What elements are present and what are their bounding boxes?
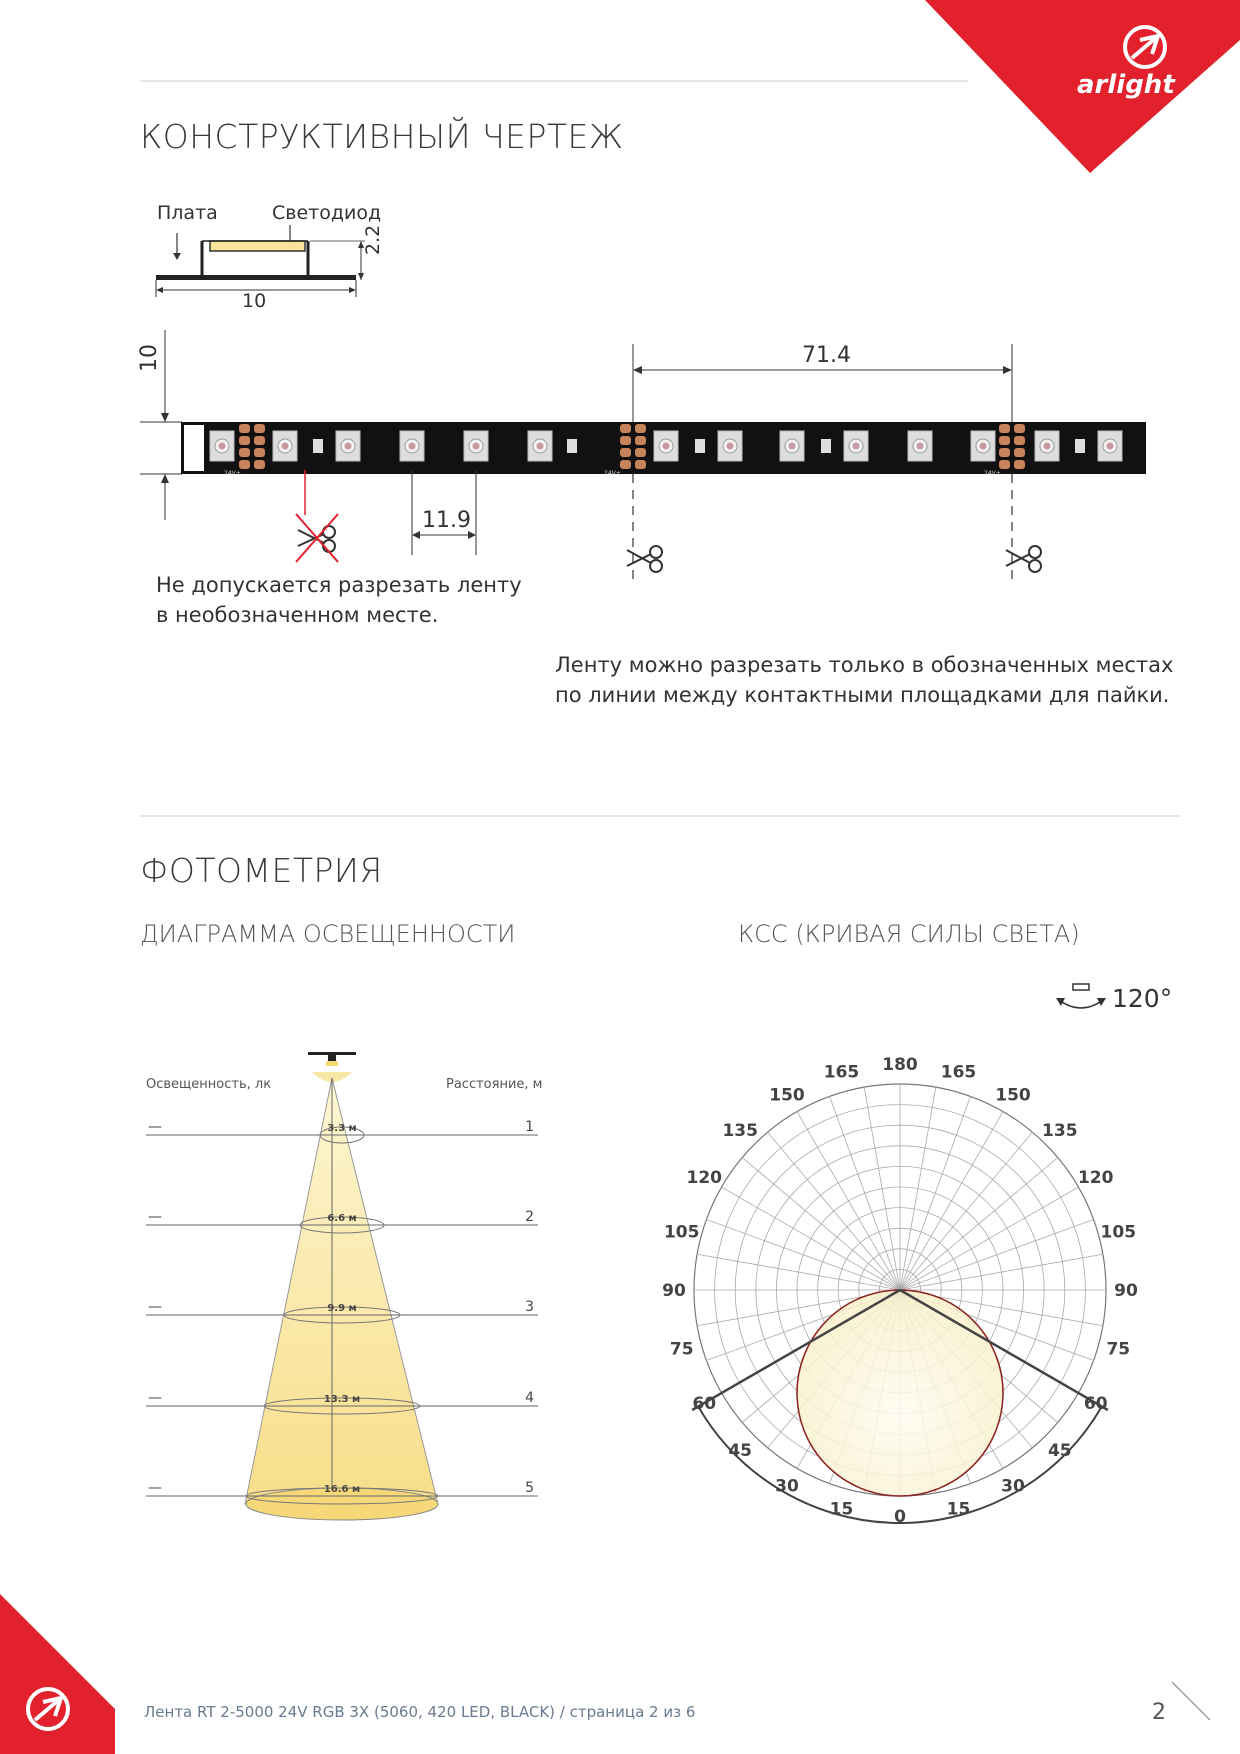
led-chip bbox=[1098, 431, 1122, 461]
led-chip bbox=[528, 431, 552, 461]
led-chip bbox=[718, 431, 742, 461]
strip-dim-cut-pitch: 71.4 bbox=[802, 343, 851, 368]
solder-pad bbox=[1014, 460, 1025, 469]
illum-lux: — bbox=[148, 1119, 162, 1135]
led-chip bbox=[971, 431, 995, 461]
led-chip bbox=[210, 431, 234, 461]
solder-pad bbox=[635, 436, 646, 445]
section-divider bbox=[140, 815, 1180, 817]
beam-angle-value: 120° bbox=[1112, 984, 1173, 1013]
brand-logo-text: arlight bbox=[1077, 70, 1175, 100]
resistor bbox=[695, 439, 705, 453]
solder-pad bbox=[999, 460, 1010, 469]
illuminance-diagram bbox=[140, 1040, 560, 1520]
strip-dim-width: 10 bbox=[137, 344, 162, 372]
solder-pad bbox=[239, 424, 250, 433]
intensity-curve bbox=[797, 1290, 1003, 1496]
illum-right-header: Расстояние, м bbox=[446, 1077, 543, 1092]
polar-angle-label: 105 bbox=[1100, 1222, 1137, 1243]
profile-dim-height: 2.2 bbox=[362, 224, 384, 255]
solder-pad bbox=[1014, 436, 1025, 445]
resistor bbox=[313, 439, 323, 453]
illum-diameter: 13.3 м bbox=[323, 1394, 361, 1405]
beam-angle-icon bbox=[1053, 980, 1113, 1020]
led-chip bbox=[908, 431, 932, 461]
polar-diagram bbox=[645, 1030, 1165, 1550]
solder-pad bbox=[1014, 448, 1025, 457]
illum-lux: — bbox=[148, 1390, 162, 1406]
resistor bbox=[821, 439, 831, 453]
polar-angle-label: 135 bbox=[1042, 1121, 1078, 1142]
solder-pad bbox=[239, 448, 250, 457]
polar-angle-label: 0 bbox=[894, 1507, 906, 1527]
solder-pad bbox=[254, 424, 265, 433]
scissors-forbidden-icon bbox=[296, 514, 338, 562]
led-chip bbox=[654, 431, 678, 461]
pad-label: 24V+ bbox=[984, 470, 1001, 477]
polar-angle-label: 120 bbox=[1077, 1168, 1114, 1188]
note-forbidden-line: Не допускается разрезать ленту bbox=[156, 573, 522, 597]
illum-lux: — bbox=[148, 1209, 162, 1225]
polar-angle-label: 30 bbox=[775, 1476, 799, 1497]
solder-pad bbox=[620, 424, 631, 433]
polar-angle-label: 60 bbox=[692, 1394, 717, 1414]
solder-pad bbox=[254, 448, 265, 457]
polar-angle-label: 150 bbox=[769, 1085, 805, 1106]
kcc-title: КСС (КРИВАЯ СИЛЫ СВЕТА) bbox=[738, 920, 1080, 948]
polar-angle-label: 150 bbox=[995, 1085, 1031, 1106]
led-chip bbox=[400, 431, 424, 461]
polar-angle-label: 75 bbox=[669, 1339, 694, 1360]
polar-angle-label: 90 bbox=[662, 1281, 686, 1301]
polar-angle-label: 45 bbox=[728, 1440, 753, 1461]
resistor bbox=[567, 439, 577, 453]
note-forbidden bbox=[156, 570, 522, 630]
pad-label: 24V+ bbox=[224, 470, 241, 477]
polar-angle-label: 60 bbox=[1083, 1394, 1108, 1414]
pad-label: 24V+ bbox=[604, 470, 621, 477]
solder-pad bbox=[620, 460, 631, 469]
scissors-icon bbox=[1006, 546, 1041, 572]
strip-dim-led-pitch: 11.9 bbox=[422, 508, 471, 533]
illum-left-header: Освещенность, лк bbox=[146, 1077, 272, 1092]
solder-pad bbox=[999, 424, 1010, 433]
scissors-icon bbox=[627, 546, 662, 572]
solder-pad bbox=[999, 448, 1010, 457]
solder-pad bbox=[620, 436, 631, 445]
note-forbidden-line: в необозначенном месте. bbox=[156, 603, 439, 627]
illum-distance: 1 bbox=[525, 1119, 534, 1135]
label-led: Светодиод bbox=[272, 202, 382, 224]
led-chip bbox=[1035, 431, 1059, 461]
solder-pad bbox=[254, 460, 265, 469]
section-title-photometry: ФОТОМЕТРИЯ bbox=[140, 851, 383, 890]
illum-diameter: 6.6 м bbox=[327, 1213, 357, 1224]
polar-angle-label: 165 bbox=[940, 1062, 977, 1083]
section-title-drawing: КОНСТРУКТИВНЫЙ ЧЕРТЕЖ bbox=[140, 117, 624, 156]
note-allowed-line: по линии между контактными площадками для пайки. bbox=[555, 683, 1170, 707]
illuminance-title: ДИАГРАММА ОСВЕЩЕННОСТИ bbox=[140, 920, 516, 948]
top-divider bbox=[140, 80, 968, 82]
polar-angle-label: 165 bbox=[823, 1062, 860, 1083]
illum-diameter: 3.3 м bbox=[327, 1123, 357, 1134]
solder-pad bbox=[239, 436, 250, 445]
led-chip bbox=[780, 431, 804, 461]
note-allowed-line: Ленту можно разрезать только в обозначенных местах bbox=[555, 653, 1174, 677]
polar-angle-label: 90 bbox=[1114, 1281, 1138, 1301]
illum-diameter: 16.6 м bbox=[323, 1484, 361, 1495]
solder-pad bbox=[635, 424, 646, 433]
led-chip bbox=[844, 431, 868, 461]
polar-angle-label: 45 bbox=[1047, 1440, 1072, 1461]
illum-diameter: 9.9 м bbox=[327, 1303, 357, 1314]
page-number: 2 bbox=[1152, 1700, 1166, 1725]
page-corner-line bbox=[1170, 1680, 1230, 1740]
solder-pad bbox=[254, 436, 265, 445]
polar-angle-label: 15 bbox=[829, 1499, 854, 1520]
polar-angle-label: 135 bbox=[722, 1121, 758, 1142]
profile-dim-width: 10 bbox=[242, 290, 267, 312]
solder-pad bbox=[620, 448, 631, 457]
illum-distance: 5 bbox=[525, 1480, 534, 1496]
illum-lux: — bbox=[148, 1480, 162, 1496]
solder-pad bbox=[635, 460, 646, 469]
label-board: Плата bbox=[157, 202, 218, 224]
illum-distance: 2 bbox=[525, 1209, 534, 1225]
solder-pad bbox=[635, 448, 646, 457]
led-chip bbox=[464, 431, 488, 461]
illum-distance: 4 bbox=[525, 1390, 534, 1406]
led-strip-drawing bbox=[0, 320, 1240, 610]
led-chip bbox=[336, 431, 360, 461]
polar-angle-label: 30 bbox=[1001, 1476, 1025, 1497]
illum-lux: — bbox=[148, 1299, 162, 1315]
polar-angle-label: 105 bbox=[663, 1222, 700, 1243]
solder-pad bbox=[1014, 424, 1025, 433]
resistor bbox=[1075, 439, 1085, 453]
illum-distance: 3 bbox=[525, 1299, 534, 1315]
footer-document-info: Лента RT 2-5000 24V RGB 3X (5060, 420 LED, BLACK) / страница 2 из 6 bbox=[144, 1703, 696, 1721]
led-chip bbox=[273, 431, 297, 461]
solder-pad bbox=[239, 460, 250, 469]
footer-corner bbox=[0, 1594, 140, 1754]
polar-angle-label: 75 bbox=[1106, 1339, 1131, 1360]
note-allowed bbox=[555, 650, 1173, 710]
polar-angle-label: 180 bbox=[882, 1055, 918, 1075]
polar-angle-label: 15 bbox=[946, 1499, 971, 1520]
polar-angle-label: 120 bbox=[686, 1168, 723, 1188]
solder-pad bbox=[999, 436, 1010, 445]
